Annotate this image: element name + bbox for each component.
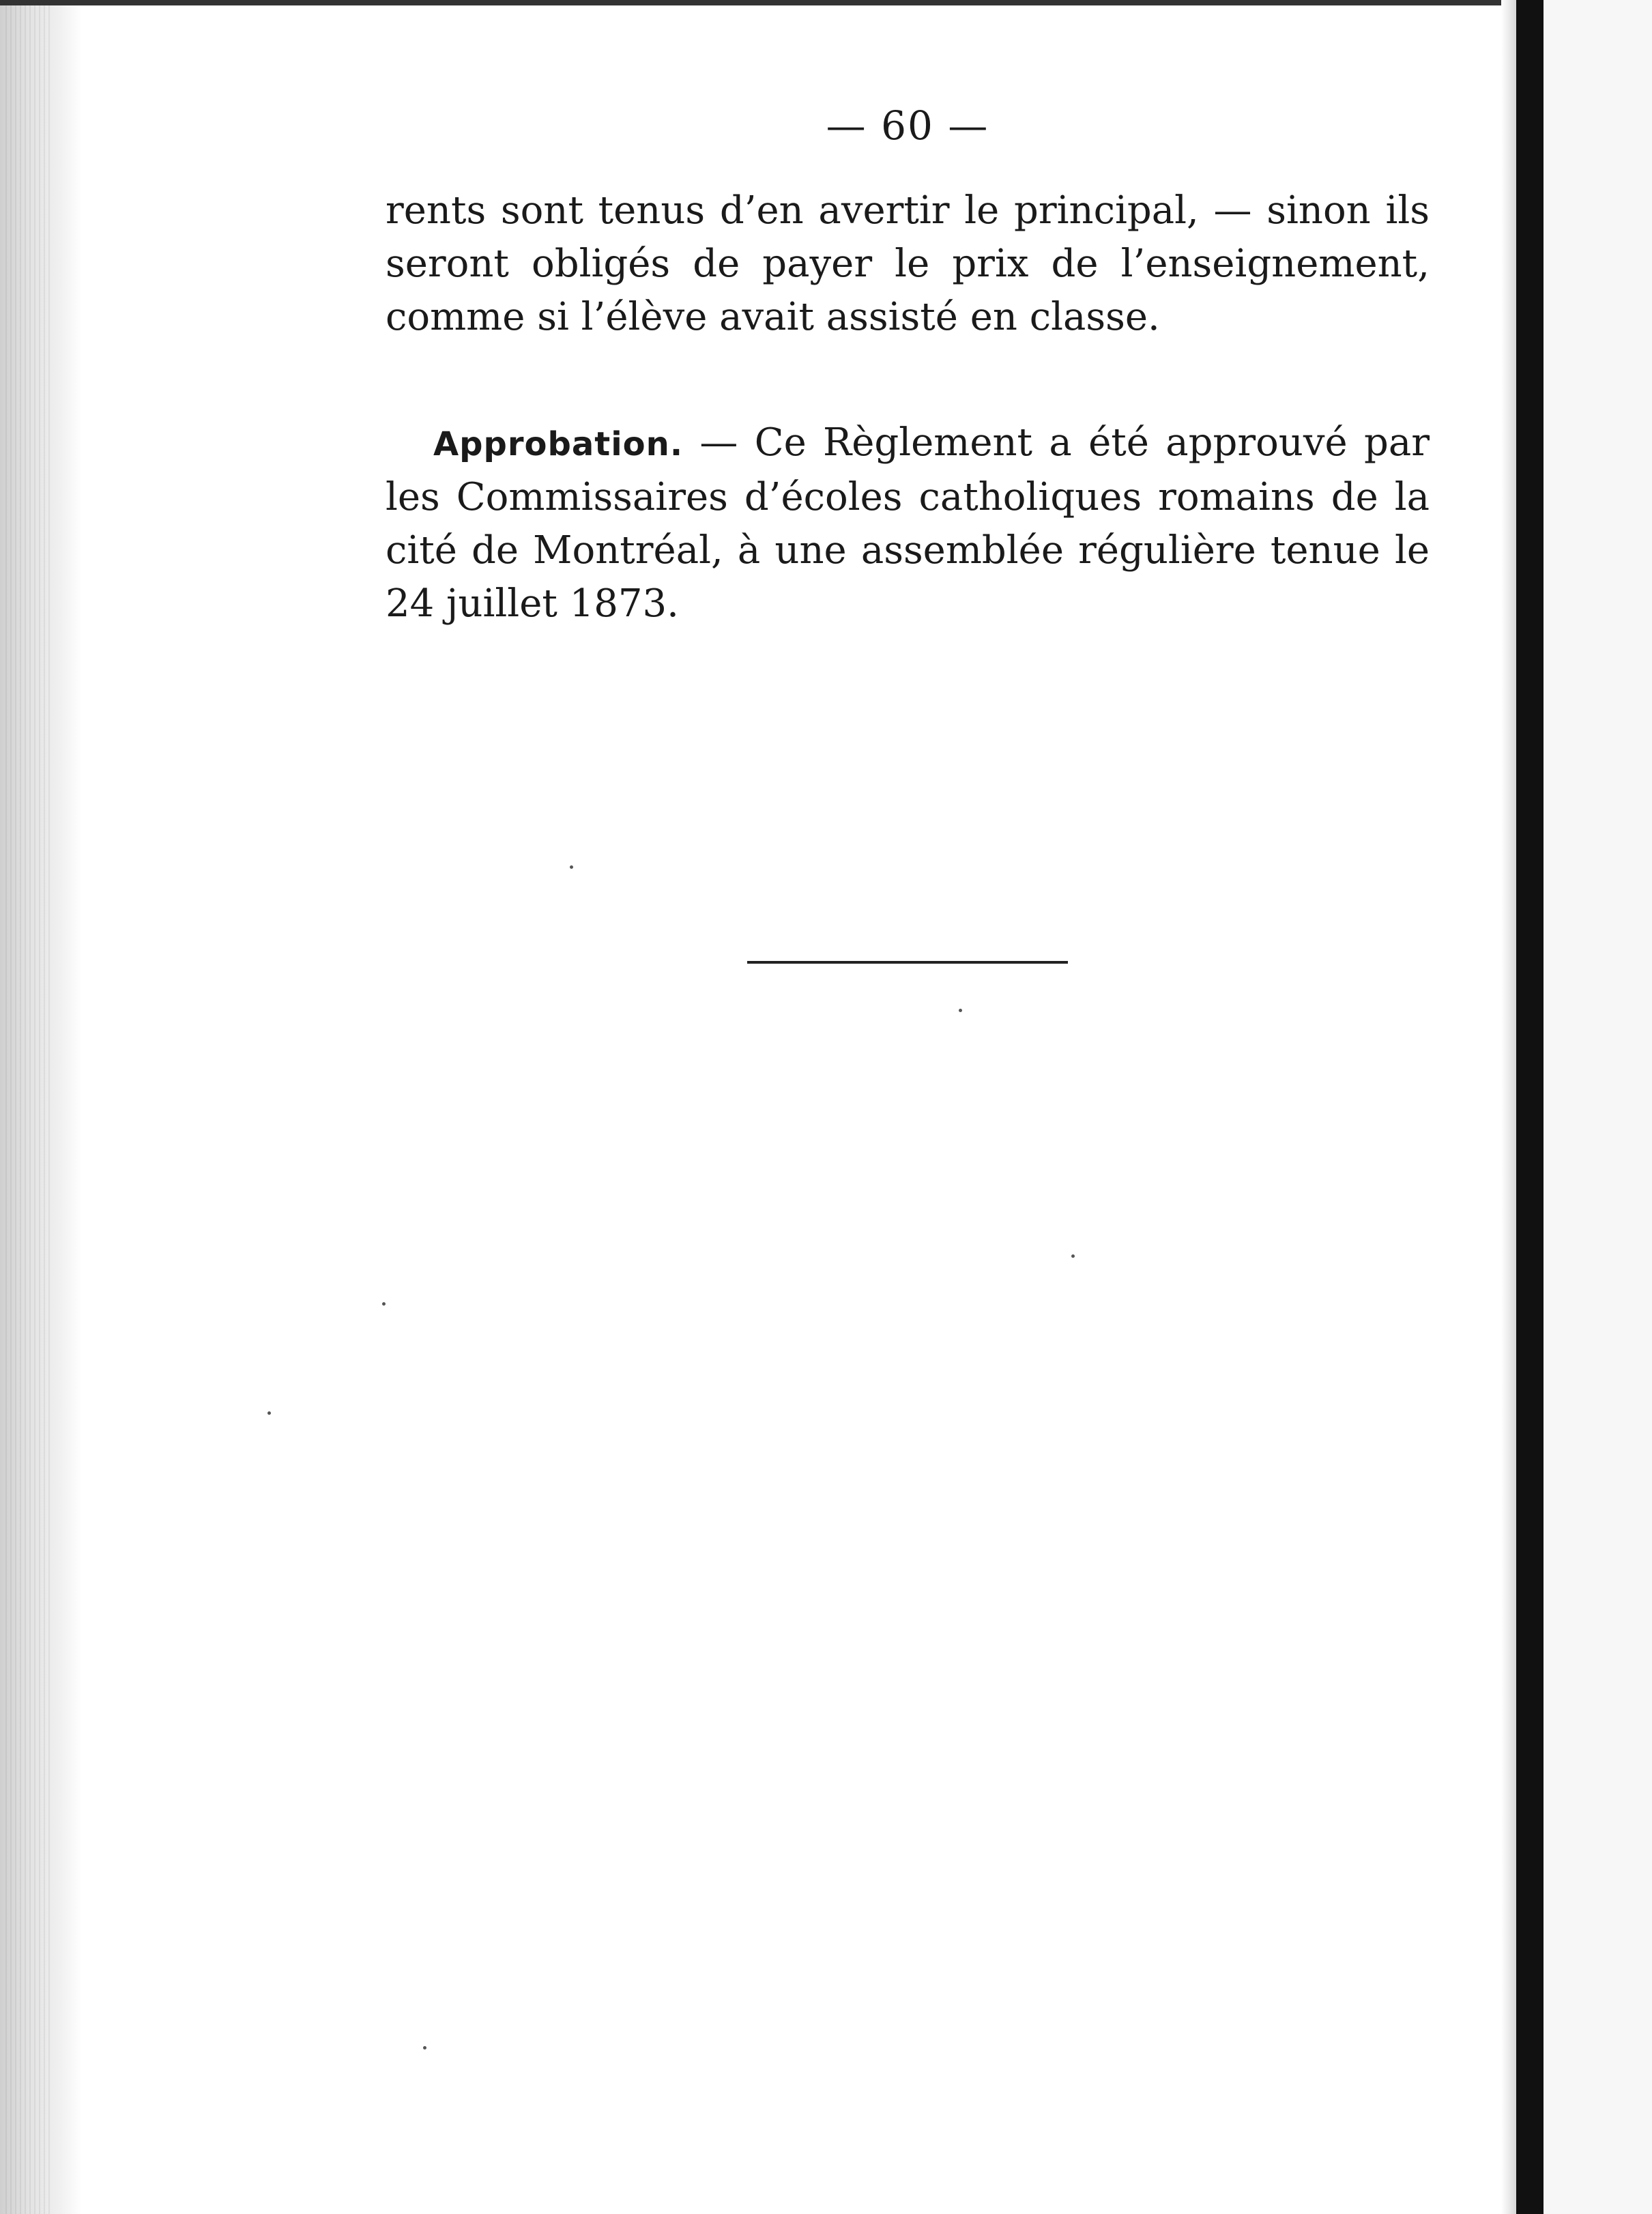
section-divider-rule [747, 961, 1068, 964]
page-number: — 60 — [826, 102, 989, 149]
binding-shadow [1516, 0, 1544, 2214]
page-edge [0, 0, 82, 2214]
text-line: cité de Montréal, à une assemblée régulière tenue le [386, 528, 1430, 573]
print-speck [570, 865, 573, 869]
print-speck [959, 1009, 962, 1012]
facing-page [1544, 0, 1652, 2214]
paragraph-continuation [386, 184, 1430, 344]
binding-gutter [1501, 0, 1516, 2214]
text-line: comme si l’élève avait assisté en classe. [386, 295, 1160, 339]
print-speck [382, 1302, 386, 1306]
print-speck [1071, 1254, 1075, 1258]
text-line-run: — Ce Règlement a été approuvé par [683, 420, 1430, 465]
approbation-heading: Approbation. [433, 425, 684, 463]
paragraph-approbation [386, 416, 1430, 631]
print-speck [423, 2046, 426, 2050]
print-speck [267, 1411, 271, 1415]
text-line: rents sont tenus d’en avertir le principal, — sinon ils [386, 188, 1430, 233]
text-line: seront obligés de payer le prix de l’enseignement, [386, 242, 1430, 286]
text-line: 24 juillet 1873. [386, 581, 679, 626]
text-line: les Commissaires d’écoles catholiques romains de la [386, 475, 1430, 519]
text-line-first [433, 416, 1430, 471]
page-top-edge [0, 0, 1528, 5]
